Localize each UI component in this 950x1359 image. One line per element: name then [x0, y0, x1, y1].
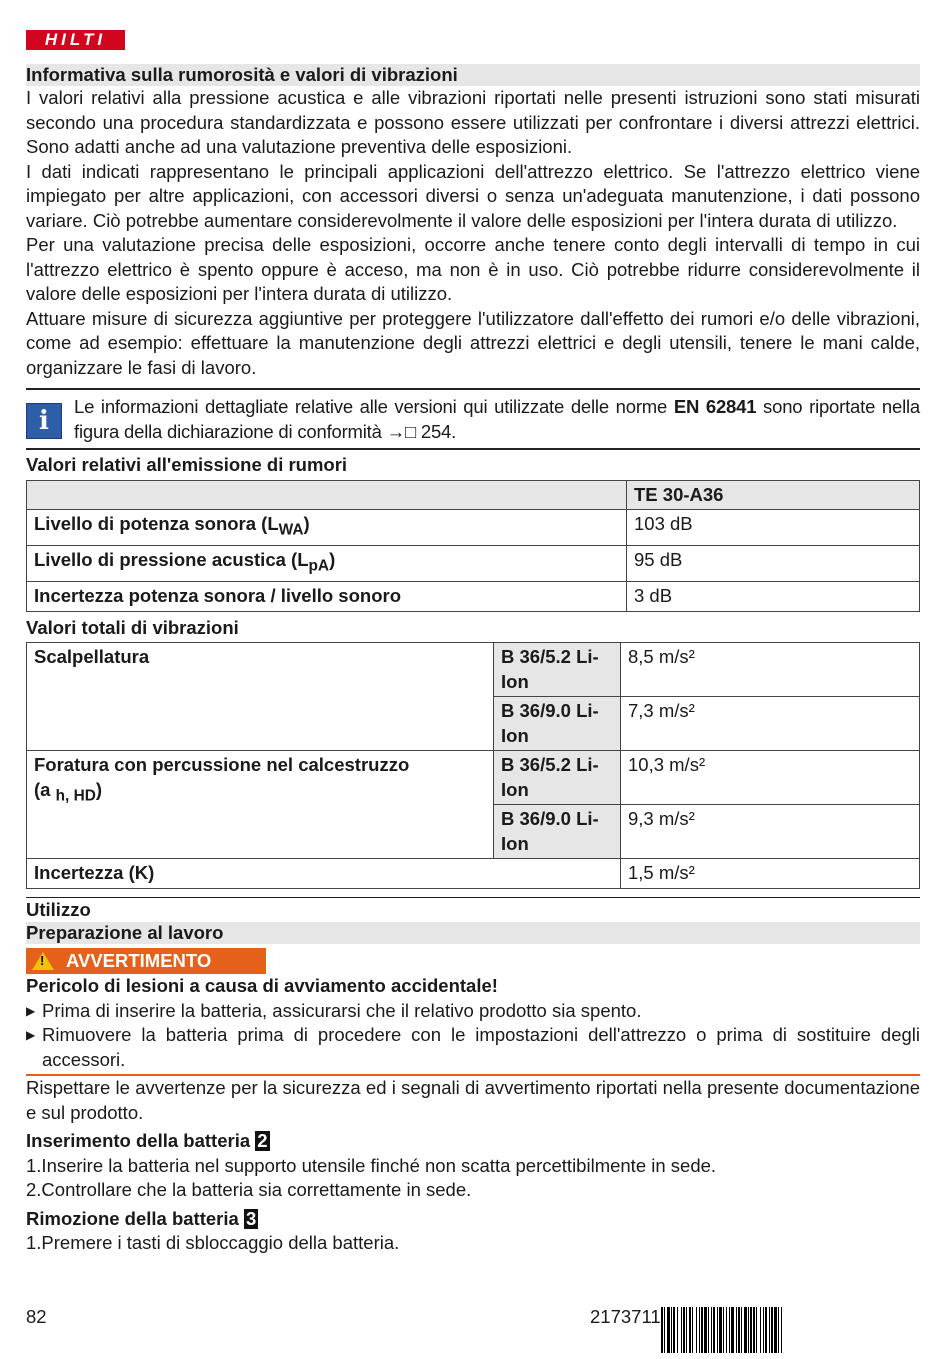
bullet-triangle-icon: ▶ [26, 1003, 36, 1018]
paragraph-1: I valori relativi alla pressione acustica e alle vibrazioni riportati nelle presenti istruzioni sono stati misurati secondo una procedura standardizzata e possono essere utilizzati per confrontare i diversi attrezzi elettrici. Sono adatti anche ad una valutazione preventiva delle esposizioni. [26, 87, 920, 157]
list-item: ▶ Prima di inserire la batteria, assicurarsi che il relativo prodotto sia spento. [26, 999, 920, 1024]
table-row: B 36/9.0 Li-Ion 7,3 m/s² [27, 697, 920, 751]
usage-title: Utilizzo [26, 897, 920, 923]
book-ref-icon: →□ [386, 420, 416, 442]
table-row: Incertezza potenza sonora / livello sonoro 3 dB [27, 582, 920, 612]
doc-number: 2173711 [590, 1306, 661, 1327]
table-row [27, 480, 920, 510]
model-header: TE 30-A36 [627, 480, 920, 510]
hilti-logo [26, 30, 125, 50]
paragraph-3: Per una valutazione precisa delle esposizioni, occorre anche tenere conto degli intervalli di tempo in cui l'attrezzo elettrico è spento oppure è acceso, ma non è in uso. Ciò potrebbe ridurre considerevolmente il valore delle esposizioni per l'intera durata di utilizzo. [26, 234, 920, 304]
table-row: Incertezza (K) 1,5 m/s² [27, 859, 920, 889]
info-icon: i [26, 403, 62, 439]
norm-label: EN 62841 [673, 396, 757, 417]
step-item: 2.Controllare che la batteria sia correttamente in sede. [26, 1179, 472, 1201]
table-row: Livello di pressione acustica $(L_{pA})$ 95 dB [27, 546, 920, 582]
warning-icon: ! [32, 952, 54, 970]
warning-badge: ! AVVERTIMENTO [26, 948, 266, 974]
list-item: ▶ Rimuovere la batteria prima di procedere con le impostazioni dell'attrezzo o prima di sostituire degli accessori. [26, 1023, 920, 1072]
insert-battery-title: Inserimento della batteria 2 [26, 1130, 268, 1152]
paragraph-4: Attuare misure di sicurezza aggiuntive per proteggere l'utilizzatore dall'effetto dei rumori e/o delle vibrazioni, come ad esempio: effettuare la manutenzione degli attrezzi elettrici e degli utensili, tenere le mani calde, organizzare le fasi di lavoro. [26, 307, 920, 378]
prep-title: Preparazione al lavoro [26, 922, 920, 944]
figure-ref: 2 [257, 1130, 268, 1152]
page-number: 82 [26, 1306, 47, 1327]
info-text: Le informazioni dettagliate relative alle versioni qui utilizzate delle norme EN 62841 sono riportate nella figura della dichiarazione di conformità →□ 254. [74, 396, 920, 442]
table-row: Livello di potenza sonora $(L_{WA})$ 103 dB [27, 510, 920, 546]
info-box [26, 388, 920, 450]
content [26, 64, 920, 1256]
paragraph-2: I dati indicati rappresentano le principali applicazioni dell'attrezzo elettrico. Se l'attrezzo elettrico viene impiegato per altre applicazioni, con accessori diversi o senza un'adeguata manutenzione, i dati possono variare. Ciò potrebbe aumentare considerevolmente il valore delle esposizioni per l'intera durata di utilizzo. [26, 160, 920, 231]
vibration-table [26, 642, 920, 889]
noise-table [26, 480, 920, 612]
vibration-table-title: Valori totali di vibrazioni [26, 616, 239, 638]
step-item: 1.Inserire la batteria nel supporto utensile finché non scatta percettibilmente in sede. [26, 1154, 717, 1176]
table-row: B 36/9.0 Li-Ion 9,3 m/s² [27, 805, 920, 859]
remove-battery-title: Rimozione della batteria 3 [26, 1207, 257, 1229]
barcode-icon [661, 1307, 894, 1353]
bullet-triangle-icon: ▶ [26, 1028, 36, 1043]
table-row: Foratura con percussione nel calcestruzzo (a $_{h, HD}$) B 36/5.2 Li-Ion 10,3 m/s² [27, 751, 920, 805]
figure-ref: 3 [245, 1207, 257, 1229]
hazard-text: Pericolo di lesioni a causa di avviamento accidentale! [26, 975, 498, 997]
table-row: Scalpellatura B 36/5.2 Li-Ion 8,5 m/s² [27, 643, 920, 697]
logo-text: HILTI [44, 30, 107, 49]
step-item: 1.Premere i tasti di sbloccaggio della batteria. [26, 1232, 400, 1254]
noise-section-title: Informativa sulla rumorosità e valori di vibrazioni [26, 64, 920, 86]
noise-table-title: Valori relativi all'emissione di rumori [26, 454, 348, 475]
safety-note: Rispettare le avvertenze per la sicurezza ed i segnali di avvertimento riportati nella presente documentazione e sul prodotto. [26, 1077, 920, 1123]
